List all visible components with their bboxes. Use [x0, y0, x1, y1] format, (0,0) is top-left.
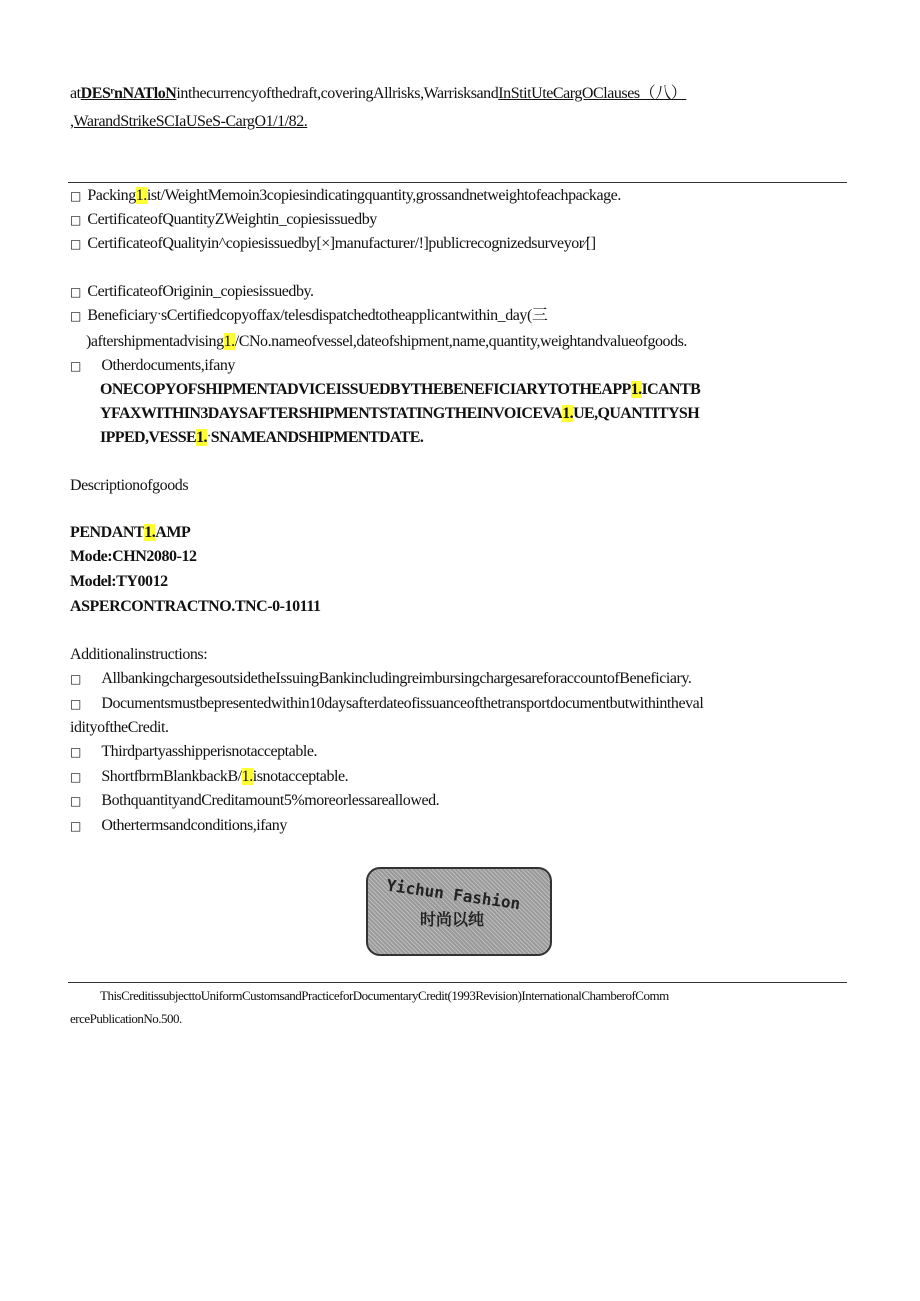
divider-bottom	[68, 982, 847, 983]
insurance-line-1: atDESʳnNATloNinthecurrencyofthedraft,coveringAllrisks,WarrisksandInStitUteCargOClauses（八）	[70, 85, 687, 102]
divider-top	[68, 182, 847, 183]
checkbox-icon[interactable]: □	[70, 213, 82, 227]
goods-line-4: ASPERCONTRACTNO.TNC-0-10111	[70, 598, 321, 615]
goods-heading: Descriptionofgoods	[70, 477, 189, 494]
stamp-english-text: Yichun Fashion	[385, 875, 522, 914]
footer-line-1: ThisCreditissubjecttoUniformCustomsandPracticeforDocumentaryCredit(1993Revision)InternationalChamberofComm	[100, 988, 669, 1003]
checkbox-icon[interactable]: □	[70, 237, 82, 251]
goods-line-1: PENDANT1.AMP	[70, 524, 191, 541]
doc-fax-copy-cont: )aftershipmentadvising1./CNo.nameofvessel,dateofshipment,name,quantity,weightandvalueofgoods.	[86, 333, 687, 350]
company-stamp	[366, 867, 552, 956]
shipment-advice-line-3: IPPED,VESSE1.ˑSNAMEANDSHIPMENTDATE.	[100, 429, 424, 446]
shipment-advice-line-1: ONECOPYOFSHIPMENTADVICEISSUEDBYTHEBENEFICIARYTOTHEAPP1.ICANTB	[100, 381, 701, 398]
goods-line-2: Mode:CHN2080-12	[70, 548, 197, 565]
doc-origin-certificate: □ CertificateofOriginin_copiesissuedby.	[70, 283, 314, 300]
additional-item-6: □ Othertermsandconditions,ifany	[70, 817, 287, 834]
checkbox-icon[interactable]: □	[70, 309, 82, 323]
additional-item-3: □ Thirdpartyasshipperisnotacceptable.	[70, 743, 318, 760]
checkbox-icon[interactable]: □	[70, 697, 82, 711]
footer-line-2: ercePublicationNo.500.	[70, 1011, 182, 1026]
checkbox-icon[interactable]: □	[70, 672, 82, 686]
checkbox-icon[interactable]: □	[70, 819, 82, 833]
additional-item-4: □ ShortfbrmBlankbackB/1.isnotacceptable.	[70, 768, 349, 785]
checkbox-icon[interactable]: □	[70, 745, 82, 759]
checkbox-icon[interactable]: □	[70, 794, 82, 808]
doc-quality-certificate: □ CertificateofQualityin^copiesissuedby[×]manufacturer/!]publicrecognizedsurveyor⁄[]	[70, 235, 596, 252]
checkbox-icon[interactable]: □	[70, 189, 82, 203]
doc-packing-list: □ Packing1.ist/WeightMemoin3copiesindicatingquantity,grossandnetweightofeachpackage.	[70, 187, 621, 204]
doc-fax-copy: □ BeneficiaryˑsCertifiedcopyoffax/telesdispatchedtotheapplicantwithin_day(三	[70, 307, 548, 324]
additional-item-2-cont: idityoftheCredit.	[70, 719, 169, 736]
checkbox-icon[interactable]: □	[70, 359, 82, 373]
additional-heading: Additionalinstructions:	[70, 646, 208, 663]
destination-text: DESʳnNATloN	[80, 85, 177, 102]
insurance-line-2: ,WarandStrikeSCIaUSeS-CargO1/1/82.	[70, 113, 308, 130]
additional-item-5: □ BothquantityandCreditamount5%moreorlessareallowed.	[70, 792, 440, 809]
goods-line-3: Model:TY0012	[70, 573, 168, 590]
doc-other: □ Otherdocuments,ifany	[70, 357, 235, 374]
stamp-chinese-text: 时尚以纯	[420, 910, 485, 929]
additional-item-2: □ Documentsmustbepresentedwithin10daysafterdateofissuanceofthetransportdocumentbutwithintheval	[70, 695, 704, 712]
institute-clauses: InStitUteCargOClauses（八）	[498, 85, 687, 102]
additional-item-1: □ AllbankingchargesoutsidetheIssuingBankincludingreimbursingchargesareforaccountofBeneficiary.	[70, 670, 692, 687]
checkbox-icon[interactable]: □	[70, 770, 82, 784]
shipment-advice-line-2: YFAXWITHIN3DAYSAFTERSHIPMENTSTATINGTHEINVOICEVA1.UE,QUANTITYSH	[100, 405, 700, 422]
doc-quantity-certificate: □ CertificateofQuantityZWeightin_copiesissuedby	[70, 211, 377, 228]
checkbox-icon[interactable]: □	[70, 285, 82, 299]
